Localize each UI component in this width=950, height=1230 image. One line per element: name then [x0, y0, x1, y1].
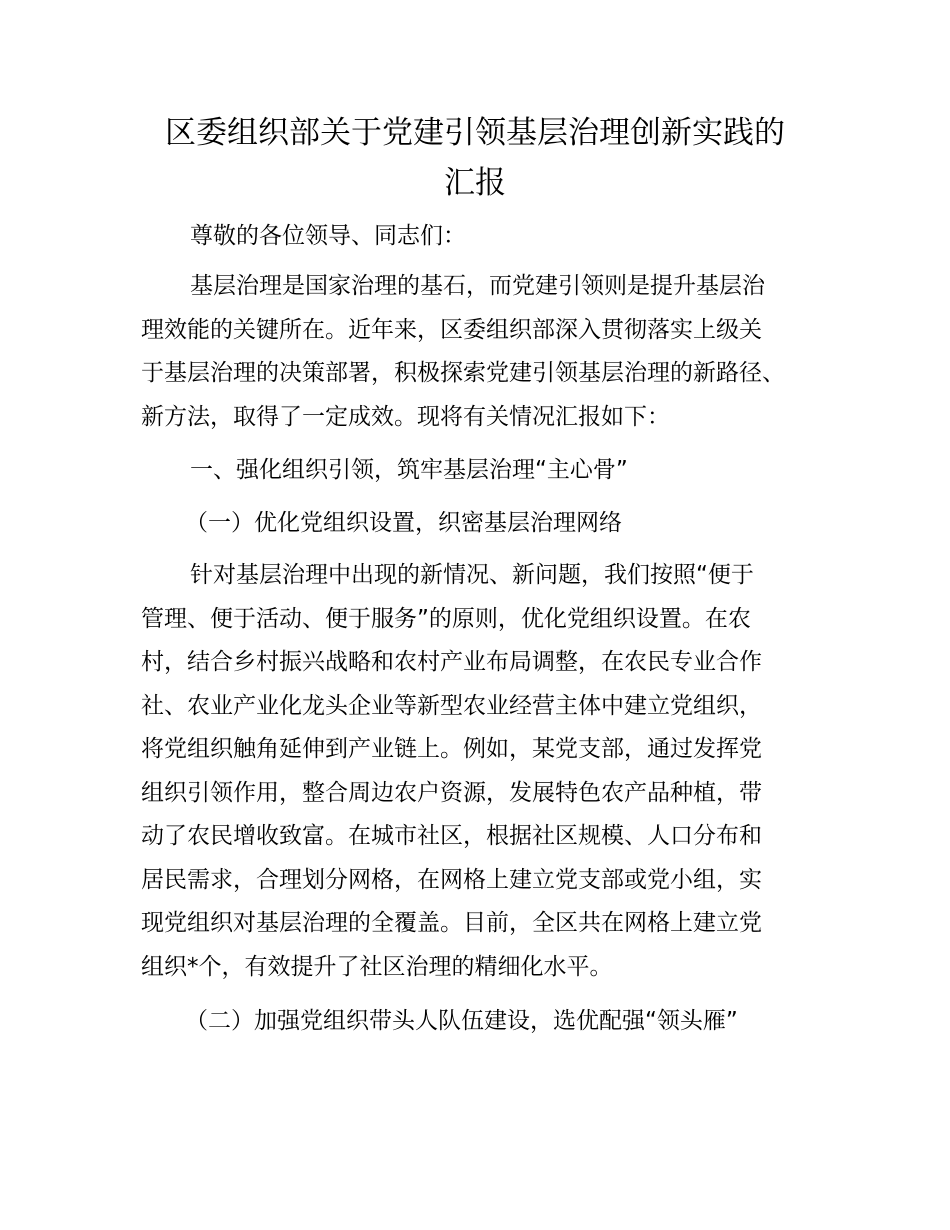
subsection-2-heading-text: （二）加强党组织带头人队伍建设，选优配强“领头雁” — [185, 1008, 738, 1034]
body-line: 动了农民增收致富。在城市社区，根据社区规模、人口分布和 — [141, 823, 762, 849]
intro-line: 新方法，取得了一定成效。现将有关情况汇报如下： — [141, 403, 670, 430]
intro-line: 理效能的关键所在。近年来，区委组织部深入贯彻落实上级关 — [141, 316, 762, 343]
body-line: 管理、便于活动、便于服务”的原则，优化党组织设置。在农 — [141, 605, 751, 632]
intro-line: 基层治理是国家治理的基石，而党建引领则是提升基层治 — [190, 273, 765, 299]
body-line: 组织引领作用，整合周边农户资源，发展特色农产品种植，带 — [141, 779, 762, 806]
intro-line: 于基层治理的决策部署，积极探索党建引领基层治理的新路径、 — [141, 360, 785, 386]
intro-paragraph — [141, 265, 821, 439]
section-1-heading-text: 一、强化组织引领，筑牢基层治理“主心骨” — [190, 457, 628, 483]
title-line-2: 汇报 — [444, 165, 506, 201]
body-line: 针对基层治理中出现的新情况、新问题，我们按照“便于 — [190, 562, 754, 588]
greeting-text: 尊敬的各位领导、同志们： — [190, 223, 466, 249]
subsection-2-heading — [141, 1000, 821, 1044]
document-title — [120, 108, 830, 208]
body-paragraph — [141, 554, 821, 989]
title-line-1: 区委组织部关于党建引领基层治理创新实践的 — [165, 115, 785, 151]
body-line: 村，结合乡村振兴战略和农村产业布局调整，在农民专业合作 — [141, 649, 762, 675]
subsection-1-heading-text: （一）优化党组织设置，织密基层治理网络 — [185, 510, 622, 536]
body-line: 组织*个，有效提升了社区治理的精细化水平。 — [141, 953, 613, 980]
body-line: 居民需求，合理划分网格，在网格上建立党支部或党小组，实 — [141, 866, 762, 893]
section-1-heading — [141, 449, 821, 493]
body-line: 将党组织触角延伸到产业链上。例如，某党支部，通过发挥党 — [141, 736, 762, 762]
body-line: 现党组织对基层治理的全覆盖。目前，全区共在网格上建立党 — [141, 910, 762, 936]
subsection-1-heading — [141, 502, 821, 546]
greeting — [141, 215, 821, 259]
body-line: 社、农业产业化龙头企业等新型农业经营主体中建立党组织， — [141, 692, 762, 719]
